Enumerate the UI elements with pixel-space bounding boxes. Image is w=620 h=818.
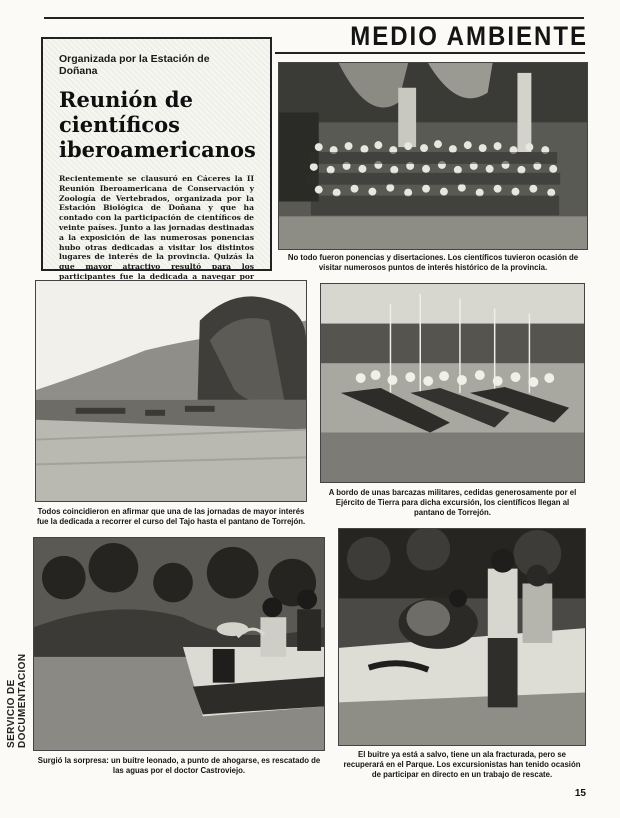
caption-river-photo: Todos coincidieron en afirmar que una de las jornadas de mayor interés fue la dedicada a recorrer el curso del Tajo hasta el pantano de Torrejón.	[36, 507, 306, 526]
side-label: SERVICIO DE DOCUMENTACION	[6, 653, 28, 748]
group-photo	[278, 62, 588, 250]
caption-boats-photo: A bordo de unas barcazas militares, cedidas generosamente por el Ejército de Tierra para dicha excursión, los científicos llegan al pantano de Torrejón.	[328, 488, 577, 517]
article-box	[41, 37, 272, 281]
section-title: MEDIO AMBIENTE	[350, 22, 588, 52]
top-rule	[44, 17, 584, 19]
article-kicker: Organizada por la Estación de Doñana	[59, 53, 210, 77]
article-headline: Reunión de científicos iberoamericanos	[59, 87, 256, 162]
rescue-photo	[33, 537, 325, 751]
article-body: Recientemente se clausuró en Cáceres la II Reunión Iberoamericana de Conservación y Zoología de Vertebrados, organizada por la Estación Biológica de Doñana y que ha contado con la participación de científicos de veinte países. Junto a las jornadas destinadas a la exposición de las numerosas ponencias hubo otras dedicadas a visitar los distintos lugares de interés de la provincia. Quizás la que mayor atractivo resultó para los participantes fue la dedicada a navegar por	[59, 174, 254, 281]
caption-vulture-photo: El buitre ya está a salvo, tiene un ala fracturada, pero se recuperará en el Parque. Los excursionistas han tenido ocasión de participar en directo en un trabajo de rescate.	[343, 750, 581, 779]
caption-group-photo: No todo fueron ponencias y disertaciones. Los científicos tuvieron ocasión de visitar numerosos puntos de interés histórico de la provincia.	[287, 253, 579, 272]
page-number: 15	[574, 788, 586, 799]
caption-rescue-photo: Surgió la sorpresa: un buitre leonado, a punto de ahogarse, es rescatado de las aguas por el doctor Castroviejo.	[37, 756, 321, 775]
boats-photo	[320, 283, 585, 483]
section-rule	[275, 52, 585, 54]
river-photo	[35, 280, 307, 502]
vulture-photo	[338, 528, 586, 746]
